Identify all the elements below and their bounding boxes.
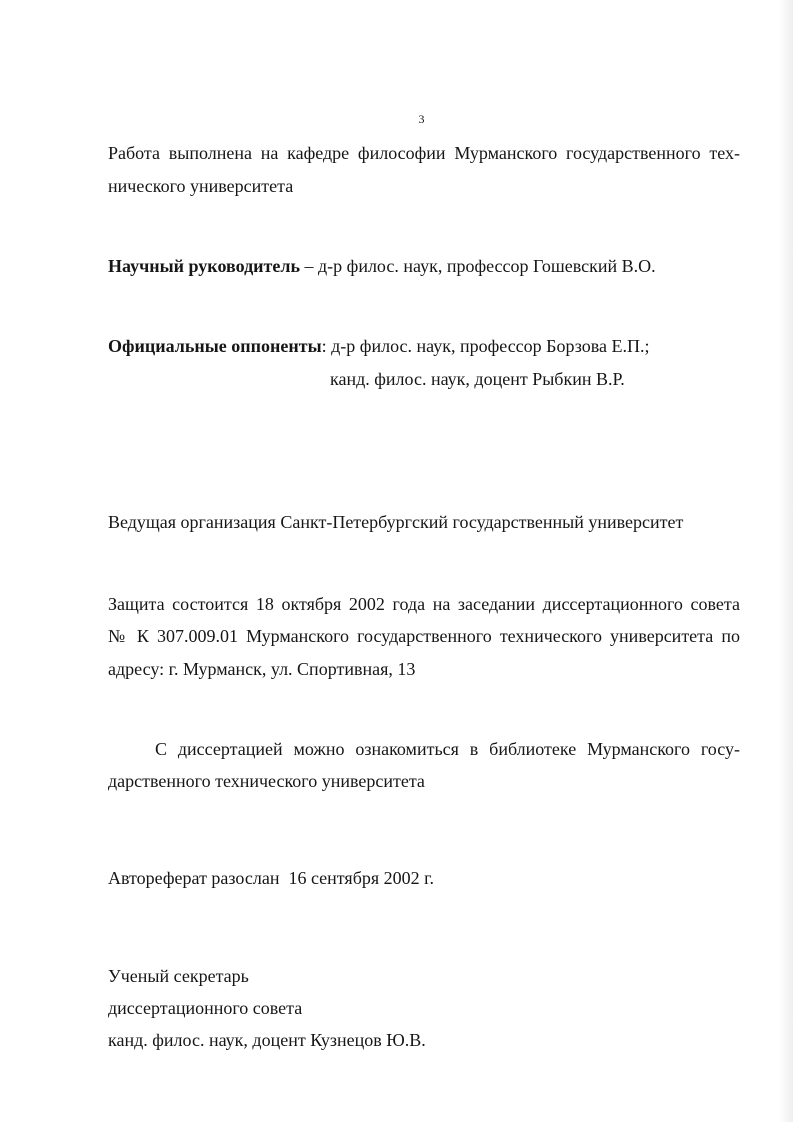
abstract-sent-date: Автореферат разослан 16 сентября 2002 г. <box>108 868 434 888</box>
library-line-2: дарственного технического университета <box>108 771 425 791</box>
defense-line-1: Защита состоится 18 октября 2002 года на заседании диссертационного совета <box>108 594 740 614</box>
defense-line-2: № К 307.009.01 Мурманского государственного технического университета по <box>108 626 740 646</box>
secretary-name: канд. филос. наук, доцент Кузнецов Ю.В. <box>108 1030 426 1050</box>
opponents-label: Официальные оппоненты <box>108 336 322 356</box>
work-done-line-1: Работа выполнена на кафедре философии Мурманского государственного тех- <box>108 143 740 163</box>
supervisor-line <box>108 255 656 277</box>
opponent-second: канд. филос. наук, доцент Рыбкин В.Р. <box>330 369 625 389</box>
secretary-council: диссертационного совета <box>108 998 303 1018</box>
opponents-line-1 <box>108 335 649 357</box>
work-done-line-2: нического университета <box>108 176 294 196</box>
secretary-title: Ученый секретарь <box>108 966 249 986</box>
supervisor-text: – д-р филос. наук, профессор Гошевский В.О. <box>300 256 656 276</box>
library-line-1: С диссертацией можно ознакомиться в библиотеке Мурманского госу- <box>155 739 740 759</box>
page-number: 3 <box>418 112 425 126</box>
opponent-first: : д-р филос. наук, профессор Борзова Е.П.; <box>321 336 650 356</box>
scan-page-edge <box>779 0 793 1122</box>
supervisor-label: Научный руководитель <box>108 256 300 276</box>
leading-organization: Ведущая организация Санкт-Петербургский государственный университет <box>108 512 684 532</box>
defense-line-3: адресу: г. Мурманск, ул. Спортивная, 13 <box>108 659 416 679</box>
